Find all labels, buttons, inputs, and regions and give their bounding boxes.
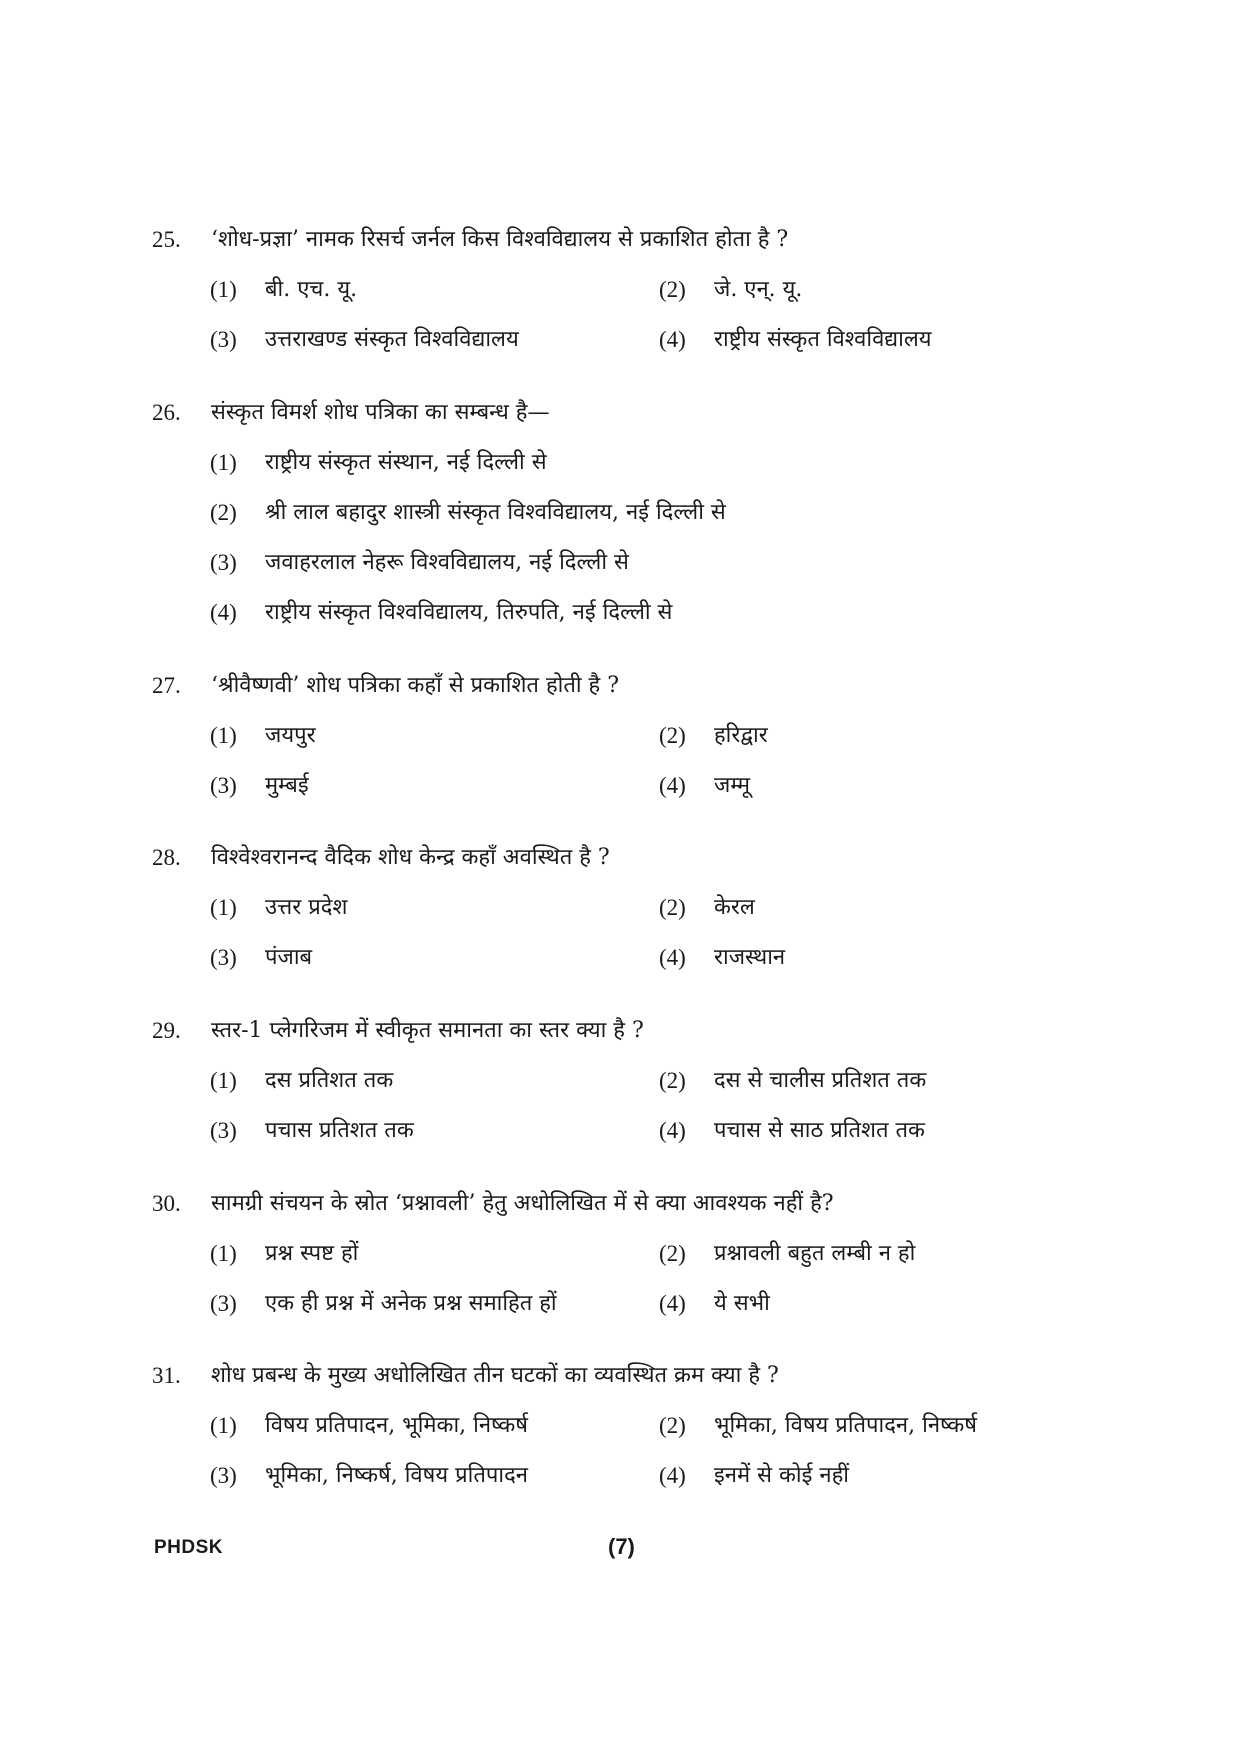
option-text: जे. एन्. यू. (714, 277, 803, 302)
option-number: (1) (210, 1241, 237, 1266)
option-text: जयपुर (265, 723, 316, 748)
option-text: उत्तर प्रदेश (265, 895, 348, 920)
question-number: 31. (152, 1363, 181, 1388)
option-text: श्री लाल बहादुर शास्त्री संस्कृत विश्वविद्यालय, नई दिल्ली से (265, 500, 726, 525)
page-number: (7) (608, 1534, 635, 1559)
option-number: (2) (659, 723, 686, 748)
option-text: प्रश्नावली बहुत लम्बी न हो (714, 1241, 916, 1266)
option-text: मुम्बई (265, 773, 309, 798)
option-text: भूमिका, निष्कर्ष, विषय प्रतिपादन (265, 1463, 528, 1488)
option-number: (2) (659, 895, 686, 920)
option-number: (1) (210, 895, 237, 920)
option-number: (4) (210, 600, 237, 625)
option-number: (2) (659, 1068, 686, 1093)
option-text: विषय प्रतिपादन, भूमिका, निष्कर्ष (265, 1413, 528, 1438)
option-text: केरल (714, 895, 755, 920)
option-number: (1) (210, 1068, 237, 1093)
option-number: (1) (210, 723, 237, 748)
option-text: दस प्रतिशत तक (265, 1068, 394, 1093)
option-number: (4) (659, 1291, 686, 1316)
option-number: (1) (210, 450, 237, 475)
question-number: 27. (152, 673, 181, 698)
option-number: (2) (659, 1241, 686, 1266)
option-number: (3) (210, 1291, 237, 1316)
paper-code: PHDSK (154, 1537, 224, 1558)
option-text: जवाहरलाल नेहरू विश्वविद्यालय, नई दिल्ली से (265, 550, 629, 575)
option-text: पचास प्रतिशत तक (265, 1118, 414, 1143)
question-line (0, 1356, 1241, 1396)
option-number: (4) (659, 1118, 686, 1143)
option-text: राष्ट्रीय संस्कृत विश्वविद्यालय, तिरुपति, नई दिल्ली से (265, 600, 673, 625)
question-line (0, 1184, 1241, 1224)
question-text: ‘श्रीवैष्णवी’ शोध पत्रिका कहाँ से प्रकाशित होती है ? (211, 673, 620, 698)
option-text: हरिद्वार (714, 723, 768, 748)
option-number: (3) (210, 1118, 237, 1143)
question-line (0, 1011, 1241, 1051)
option-number: (4) (659, 773, 686, 798)
option-number: (3) (210, 773, 237, 798)
question-number: 29. (152, 1018, 181, 1043)
option-number: (3) (210, 327, 237, 352)
option-number: (4) (659, 327, 686, 352)
option-text: जम्मू (714, 773, 751, 798)
option-text: प्रश्न स्पष्ट हों (265, 1241, 359, 1266)
option-text: इनमें से कोई नहीं (714, 1463, 850, 1488)
question-number: 30. (152, 1191, 181, 1216)
option-number: (4) (659, 1463, 686, 1488)
option-number: (2) (210, 500, 237, 525)
option-text: पंजाब (265, 945, 313, 970)
option-text: राष्ट्रीय संस्कृत विश्वविद्यालय (714, 327, 932, 352)
question-text: संस्कृत विमर्श शोध पत्रिका का सम्बन्ध है— (211, 400, 550, 425)
option-number: (3) (210, 945, 237, 970)
question-number: 28. (152, 845, 181, 870)
option-text: दस से चालीस प्रतिशत तक (714, 1068, 927, 1093)
option-number: (3) (210, 1463, 237, 1488)
question-line (0, 666, 1241, 706)
option-text: बी. एच. यू. (265, 277, 358, 302)
option-text: राजस्थान (714, 945, 786, 970)
question-number: 25. (152, 227, 181, 252)
question-line (0, 393, 1241, 433)
option-number: (2) (659, 277, 686, 302)
question-text: विश्वेश्वरानन्द वैदिक शोध केन्द्र कहाँ अवस्थित है ? (211, 845, 610, 870)
question-text: सामग्री संचयन के स्रोत ‘प्रश्नावली’ हेतु अधोलिखित में से क्या आवश्यक नहीं है? (211, 1191, 834, 1216)
option-number: (4) (659, 945, 686, 970)
option-text: ये सभी (714, 1291, 770, 1316)
option-text: एक ही प्रश्न में अनेक प्रश्न समाहित हों (265, 1291, 557, 1316)
question-number: 26. (152, 400, 181, 425)
option-text: उत्तराखण्ड संस्कृत विश्वविद्यालय (265, 327, 519, 352)
option-text: भूमिका, विषय प्रतिपादन, निष्कर्ष (714, 1413, 977, 1438)
question-text: स्तर-1 प्लेगरिजम में स्वीकृत समानता का स्तर क्या है ? (211, 1018, 644, 1043)
question-line (0, 838, 1241, 878)
option-number: (2) (659, 1413, 686, 1438)
question-line (0, 220, 1241, 260)
question-text: शोध प्रबन्ध के मुख्य अधोलिखित तीन घटकों का व्यवस्थित क्रम क्या है ? (211, 1363, 779, 1388)
option-number: (1) (210, 277, 237, 302)
question-text: ‘शोध-प्रज्ञा’ नामक रिसर्च जर्नल किस विश्वविद्यालय से प्रकाशित होता है ? (211, 227, 789, 252)
option-text: राष्ट्रीय संस्कृत संस्थान, नई दिल्ली से (265, 450, 547, 475)
option-number: (1) (210, 1413, 237, 1438)
option-number: (3) (210, 550, 237, 575)
option-text: पचास से साठ प्रतिशत तक (714, 1118, 925, 1143)
